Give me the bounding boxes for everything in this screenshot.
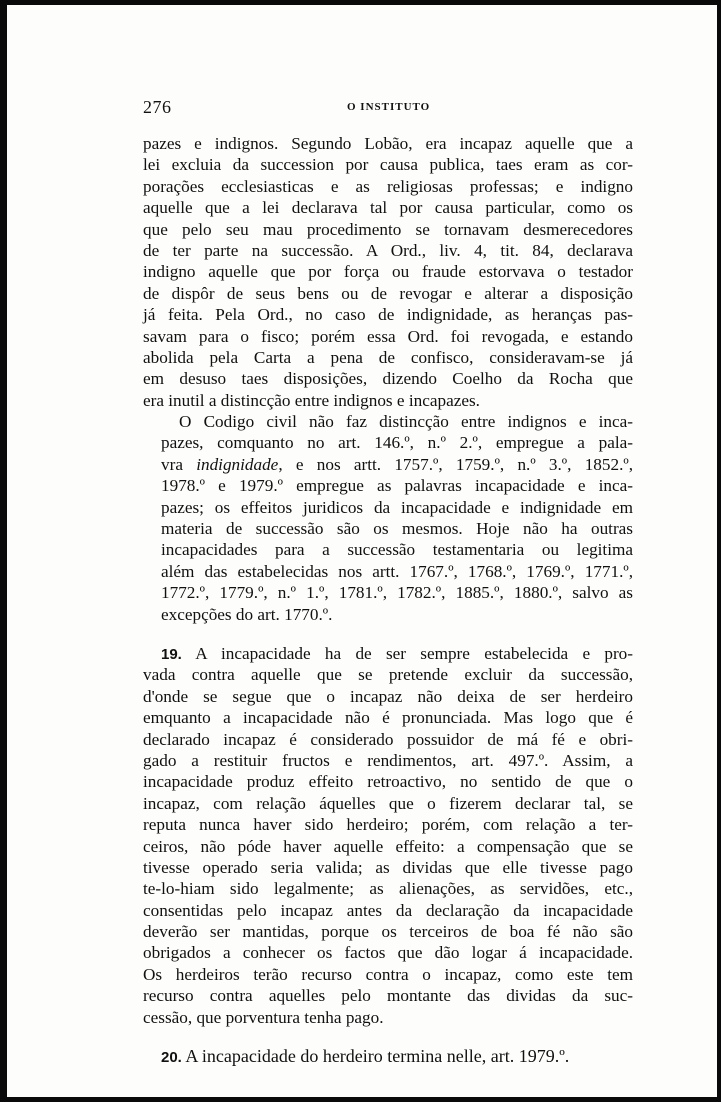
text-line: de dispôr de seus bens ou de revogar e alterar a disposição xyxy=(143,283,633,303)
section-19 xyxy=(143,643,633,1028)
text-line: declarado incapaz é considerado possuidor de má fé e obri- xyxy=(143,729,633,749)
text-line: em desuso taes disposições, dizendo Coelho da Rocha que xyxy=(143,369,633,389)
text-line: que pelo seu mau procedimento se tornavam desmerecedores xyxy=(143,219,633,239)
text-line: porações ecclesiasticas e as religiosas professas; e indigno xyxy=(143,176,633,196)
text-line: aquelle que a lei declarava tal por causa particular, como os xyxy=(143,198,633,218)
text-line: savam para o fisco; porém essa Ord. foi revogada, e estando xyxy=(143,326,633,346)
section-20-number: 20. xyxy=(161,1049,182,1067)
section-20-text: A incapacidade do herdeiro termina nelle, art. 1979.º. xyxy=(185,1046,570,1067)
text-line: vra indignidade, e nos artt. 1757.º, 1759.º, n.º 3.º, 1852.º, xyxy=(161,454,633,474)
text-line: reputa nunca haver sido herdeiro; porém, com relação a ter- xyxy=(143,815,633,835)
text-line: 1772.º, 1779.º, n.º 1.º, 1781.º, 1782.º, 1885.º, 1880.º, salvo as xyxy=(161,583,633,603)
text-line: cessão, que porventura tenha pago. xyxy=(143,1007,384,1027)
text-line: incapacidade produz effeito retroactivo, no sentido de que o xyxy=(143,772,633,792)
text-line: incapacidades para a successão testamentaria ou legitima xyxy=(161,540,633,560)
text-line: incapaz, com relação áquelles que o fizerem declarar tal, se xyxy=(143,793,633,813)
text-line: pazes, comquanto no art. 146.º, n.º 2.º, empregue a pala- xyxy=(161,433,633,453)
text-line: já feita. Pela Ord., no caso de indignidade, as heranças pas- xyxy=(143,305,633,325)
text-line: 1978.º e 1979.º empregue as palavras incapacidade e inca- xyxy=(161,476,633,496)
text-line: deverão ser mantidas, porque os terceiros de boa fé não são xyxy=(143,922,633,942)
section-text-line: A incapacidade ha de ser sempre estabelecida e pro- xyxy=(195,643,633,663)
text-line: tivesse operado seria valida; as dividas que elle tivesse pago xyxy=(143,857,633,877)
section-20 xyxy=(143,1046,633,1067)
page-header xyxy=(143,97,633,119)
text-line: pazes; os effeitos juridicos da incapacidade e indignidade em xyxy=(161,497,633,517)
text-line: indigno aquelle que por força ou fraude estorvava o testador xyxy=(143,262,633,282)
text-line: recurso contra aquelles pelo montante das dividas da suc- xyxy=(143,986,633,1006)
paragraph-codigo-civil xyxy=(143,411,633,625)
text-line: vada contra aquelle que se pretende excluir da successão, xyxy=(143,665,633,685)
text-line: era inutil a distincção entre indignos e incapazes. xyxy=(143,390,480,410)
page-number: 276 xyxy=(143,97,172,117)
text-line: além das estabelecidas nos artt. 1767.º, 1768.º, 1769.º, 1771.º, xyxy=(161,561,633,581)
text-line: excepções do art. 1770.º. xyxy=(161,604,333,624)
text-line: gado a restituir fructos e rendimentos, art. 497.º. Assim, a xyxy=(143,750,633,770)
text-line: O Codigo civil não faz distincção entre indignos e inca- xyxy=(179,412,633,432)
body-text xyxy=(143,133,633,1067)
text-line: lei excluia da succession por causa publica, taes eram as cor- xyxy=(143,155,633,175)
section-19-number: 19. xyxy=(161,645,182,663)
text-line: Os herdeiros terão recurso contra o incapaz, como este tem xyxy=(143,964,633,984)
text-line xyxy=(143,643,633,664)
text-line: materia de successão são os mesmos. Hoje não ha outras xyxy=(161,519,633,539)
italic-term: indignidade xyxy=(196,454,279,474)
running-title: O INSTITUTO xyxy=(347,101,431,113)
text-line: consentidas pelo incapaz antes da declaração da incapacidade xyxy=(143,900,633,920)
text-line: te-lo-hiam sido legalmente; as alienações, as servidões, etc., xyxy=(143,879,633,899)
text-line: ceiros, não póde haver aquelle effeito: a compensação que se xyxy=(143,836,633,856)
text-line: de ter parte na successão. A Ord., liv. 4, tit. 84, declarava xyxy=(143,240,633,260)
text-line: emquanto a incapacidade não é pronunciada. Mas logo que é xyxy=(143,708,633,728)
paragraph-lobao xyxy=(143,133,633,411)
text-line: obrigados a conhecer os factos que dão logar á incapacidade. xyxy=(143,943,633,963)
text-line: pazes e indignos. Segundo Lobão, era incapaz aquelle que a xyxy=(143,134,633,153)
text-line: d'onde se segue que o incapaz não deixa de ser herdeiro xyxy=(143,686,633,706)
text-line: abolida pela Carta a pena de confisco, consideravam-se já xyxy=(143,347,633,367)
